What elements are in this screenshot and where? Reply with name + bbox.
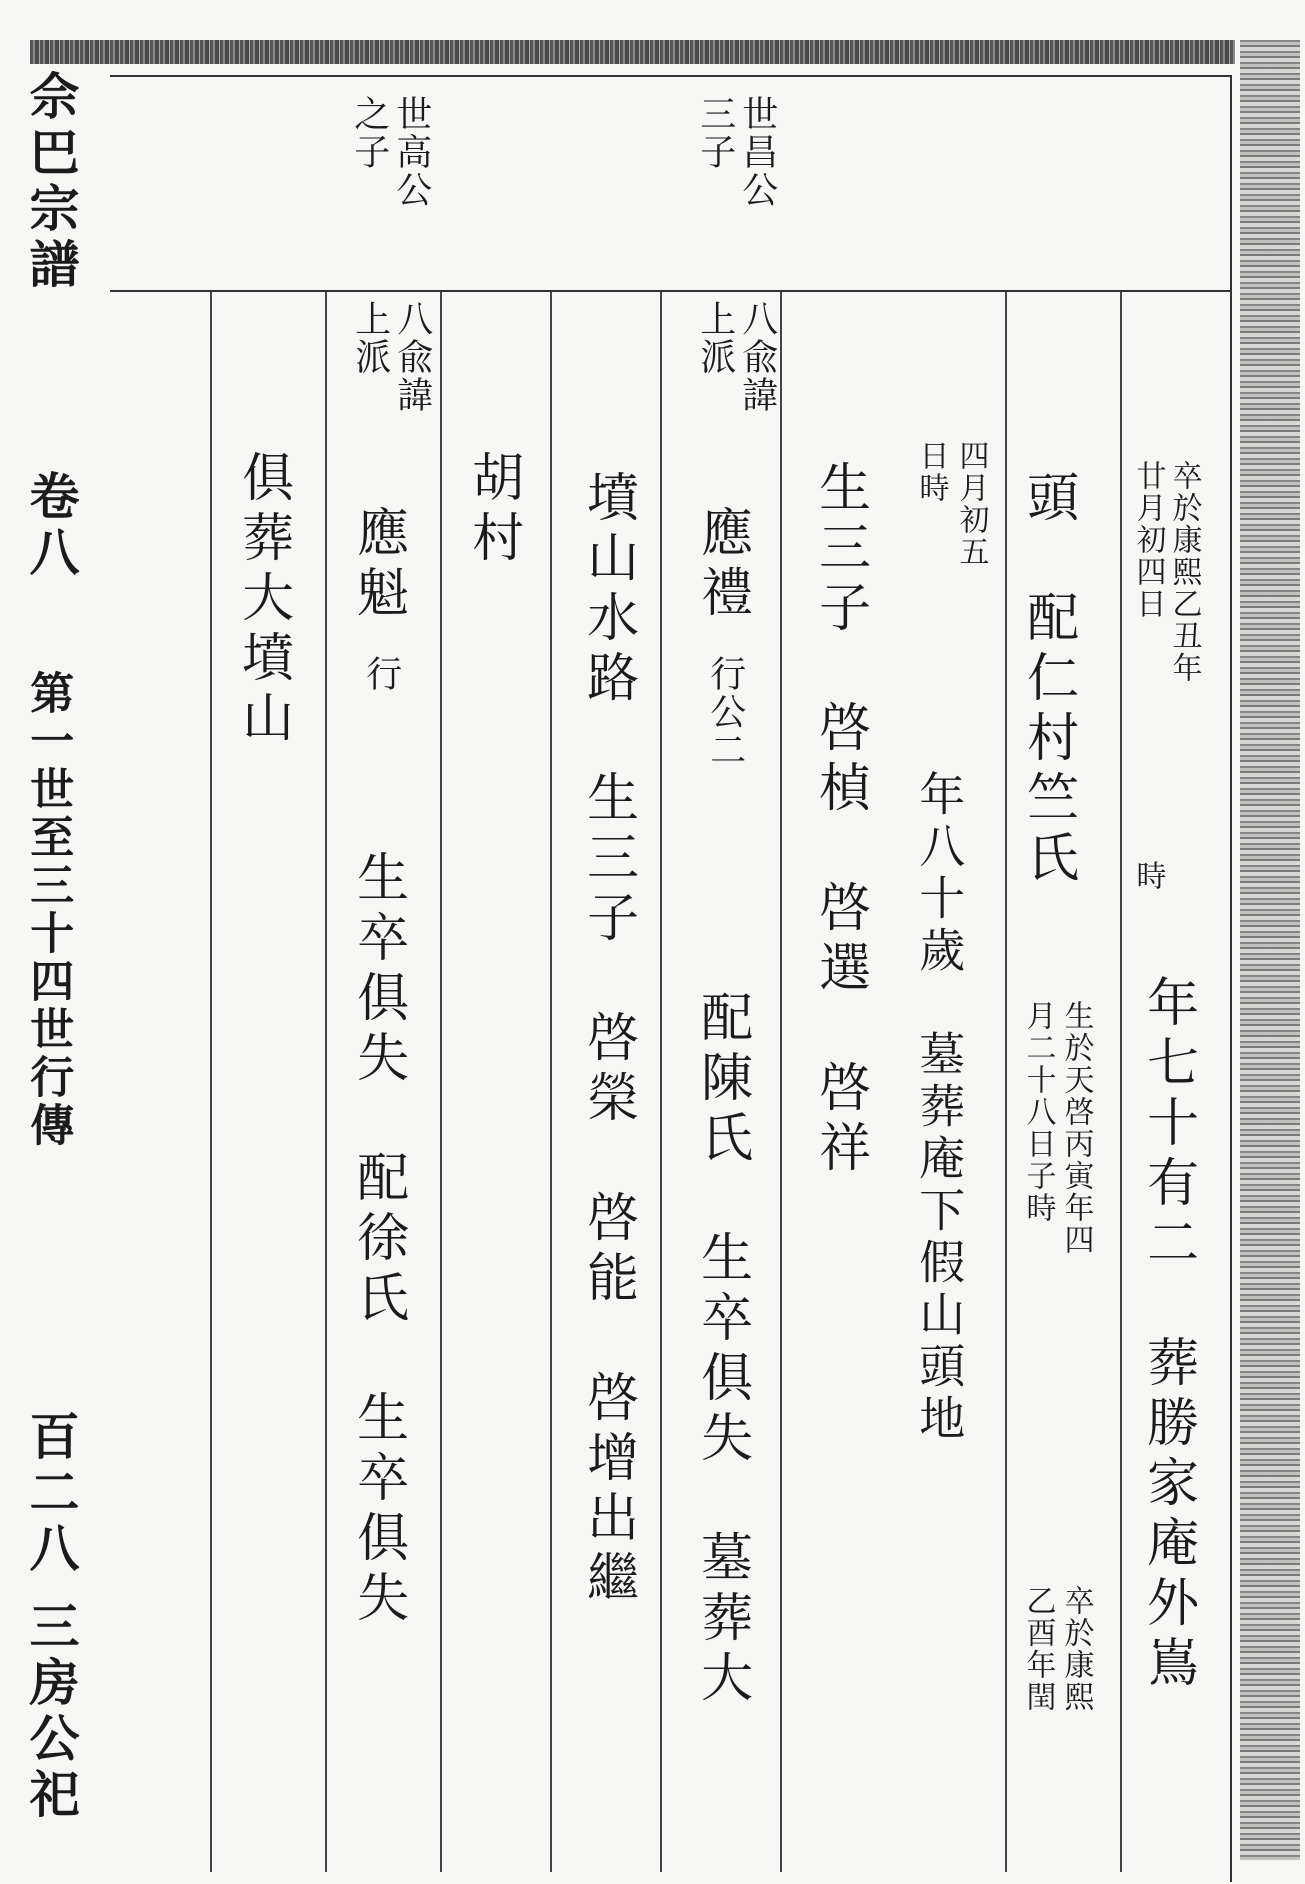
death-date-line3: 時 bbox=[1130, 860, 1166, 892]
entry-text: 年八十歲 墓葬庵下假山頭地 bbox=[912, 770, 967, 1446]
book-title: 佘巴宗譜 bbox=[21, 70, 81, 294]
entry-text: 年七十有二 葬勝家庵外嶌 bbox=[1137, 975, 1198, 1695]
note-father-line1: 世昌公 bbox=[736, 95, 778, 209]
death-date-line1: 四月初五 bbox=[953, 440, 989, 568]
column-divider bbox=[550, 292, 552, 1872]
volume-label: 卷八 bbox=[21, 470, 81, 582]
entry-text: 生卒俱失 配徐氏 生卒俱失 bbox=[347, 850, 408, 1630]
margin-column bbox=[8, 70, 98, 1880]
entry-text: 配陳氏 生卒俱失 墓葬大 bbox=[691, 990, 752, 1710]
birth-date-line1: 生於天啓丙寅年四 bbox=[1058, 1000, 1094, 1256]
entry-text: 頭 配仁村竺氏 bbox=[1017, 470, 1078, 890]
right-border bbox=[1240, 40, 1300, 1860]
rank-label: 行公二 bbox=[704, 655, 746, 769]
death-date-line2: 廿月初四日 bbox=[1130, 460, 1166, 620]
column-divider bbox=[1005, 292, 1007, 1872]
top-border bbox=[30, 40, 1235, 64]
column-divider bbox=[210, 292, 212, 1872]
note-father-line2: 三子 bbox=[694, 95, 736, 171]
person-name: 應魁 bbox=[347, 505, 408, 625]
entry-text: 俱葬大墳山 bbox=[232, 450, 293, 750]
note-father-line2: 之子 bbox=[348, 95, 390, 171]
village-name: 胡村 bbox=[462, 450, 523, 570]
header-divider bbox=[110, 290, 1230, 292]
page-number: 百二八 bbox=[21, 1410, 81, 1578]
title-prefix-line1: 八兪諱 bbox=[736, 300, 778, 414]
death-date-line1: 卒於康熙乙丑年 bbox=[1166, 460, 1202, 684]
title-prefix-line1: 八兪諱 bbox=[391, 300, 433, 414]
death-date-line2: 乙酉年閏 bbox=[1020, 1585, 1056, 1713]
death-date-line2: 日時 bbox=[913, 440, 949, 504]
column-divider bbox=[1120, 292, 1122, 1872]
section-label: 第一世至三十四世行傳 bbox=[22, 670, 74, 1150]
rank-label: 行 bbox=[360, 655, 402, 693]
death-date-line1: 卒於康熙 bbox=[1058, 1585, 1094, 1713]
branch-label: 三房公祀 bbox=[21, 1600, 81, 1824]
entry-text: 墳山水路 生三子 啓榮 啓能 啓增出繼 bbox=[577, 470, 638, 1610]
note-father-line1: 世高公 bbox=[390, 95, 432, 209]
column-divider bbox=[780, 292, 782, 1872]
title-prefix-line2: 上派 bbox=[349, 300, 391, 376]
person-name: 應禮 bbox=[691, 505, 752, 625]
column-divider bbox=[660, 292, 662, 1872]
birth-date-line2: 月二十八日子時 bbox=[1020, 1000, 1056, 1224]
entry-text: 生三子 啓楨 啓選 啓祥 bbox=[809, 460, 870, 1180]
title-prefix-line2: 上派 bbox=[694, 300, 736, 376]
column-divider bbox=[440, 292, 442, 1872]
column-divider bbox=[325, 292, 327, 1872]
